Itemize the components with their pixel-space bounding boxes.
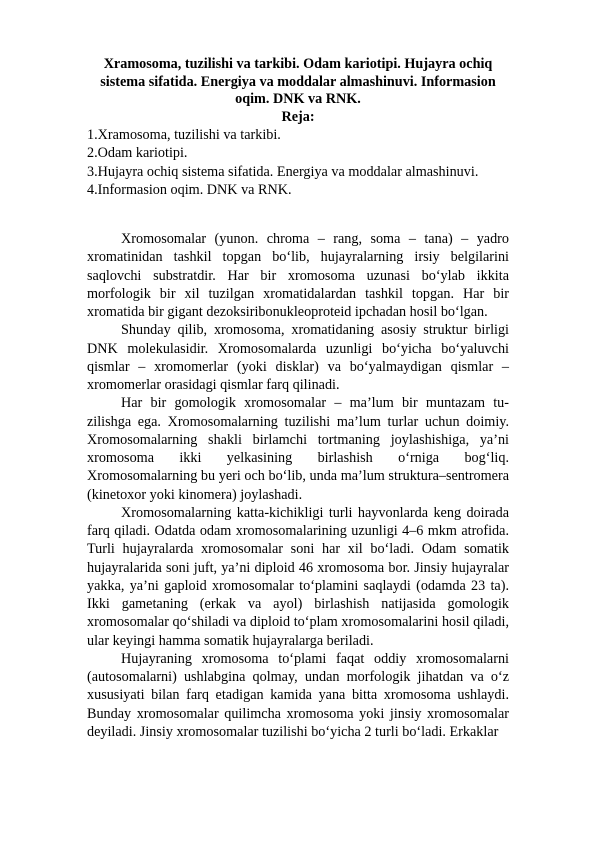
paragraph: Xromosomalar (yunon. chroma – rang, soma – tana) – yadro xromatinidan tashkil topgan bo‘lib, hujayralarning irsiy belgilarini saqlovchi substratdir. Har bir xromosoma uzunasi bo‘ylab ikkita morfologik bir xil tuzilgan xromatidalardan tashkil topgan. Har bir xromatida bir gigant dezoksiribonukleoproteid ipchadan hosil bo‘lgan. [87,231,509,321]
document-page [87,56,509,741]
document-title: Xramosoma, tuzilishi va tarkibi. Odam kariotipi. Hujayra ochiq sistema sifatida. Energiya va moddalar almashinuvi. Informasion oqim. DNK va RNK. [100,56,496,107]
plan-item: 2.Odam kariotipi. [87,145,188,162]
paragraph: Shunday qilib, xromosoma, xromatidaning asosiy struktur birligi DNK molekulasidir. Xromosomalarda uzunligi bo‘yicha bo‘yaluvchi qismlar – xromomerlar (yoki disklar) va bo‘yalmaydigan qismlar – xromomerlar orasidagi qismlar farq qilinadi. [87,322,509,394]
paragraph: Xromosomalarning katta-kichikligi turli hayvonlarda keng doirada farq qiladi. Odatda odam xromosomalarining uzunligi 4–6 mkm atrofida. Turli hujayralarda xromosomalar soni har xil bo‘ladi. Odam somatik hujayralarida soni juft, ya’ni diploid 46 xromosoma bor. Jinsiy hujayralar yakka, ya’ni gaploid xromosomalar to‘plamini saqlaydi (odamda 23 ta). Ikki gametaning (erkak va ayol) birlashish natijasida gomologik xromosomalar qo‘shiladi va diploid to‘plam xromosomalarini hosil qiladi, ular keyingi hamma somatik hujayralarga beriladi. [87,504,509,649]
plan-heading: Reja: [281,108,315,125]
plan-item: 3.Hujayra ochiq sistema sifatida. Energiya va moddalar almashinuvi. [87,163,479,180]
plan-item: 1.Xramosoma, tuzilishi va tarkibi. [87,127,281,143]
plan-list [87,126,509,199]
paragraph: Har bir gomologik xromosomalar – ma’lum bir muntazam tu-zilishga ega. Xromosomalarning tuzilishi ma’lum turlar uchun doimiy. Xromosomalarning shakli birlamchi tortmaning joylashishiga, ya’ni xromosoma ikki yelkasining birlashish o‘rniga bog‘liq. Xromosomalarning bu yeri och bo‘lib, unda ma’lum struktura–sentromera (kinetoxor yoki kinomera) joylashadi. [87,395,509,503]
paragraph: Hujayraning xromosoma to‘plami faqat oddiy xromosomalarni (autosomalarni) ushlabgina qolmay, undan morfologik jihatdan va o‘z xususiyati bilan farq etadigan kamida yana bitta xromosoma ushlaydi. Bunday xromosomalar quilimcha xromosoma yoki jinsiy xromosomalar deyiladi. Jinsiy xromosomalar tuzilishi bo‘yicha 2 turli bo‘ladi. Erkaklar [87,650,509,740]
body-text [87,230,509,741]
plan-item: 4.Informasion oqim. DNK va RNK. [87,181,292,198]
